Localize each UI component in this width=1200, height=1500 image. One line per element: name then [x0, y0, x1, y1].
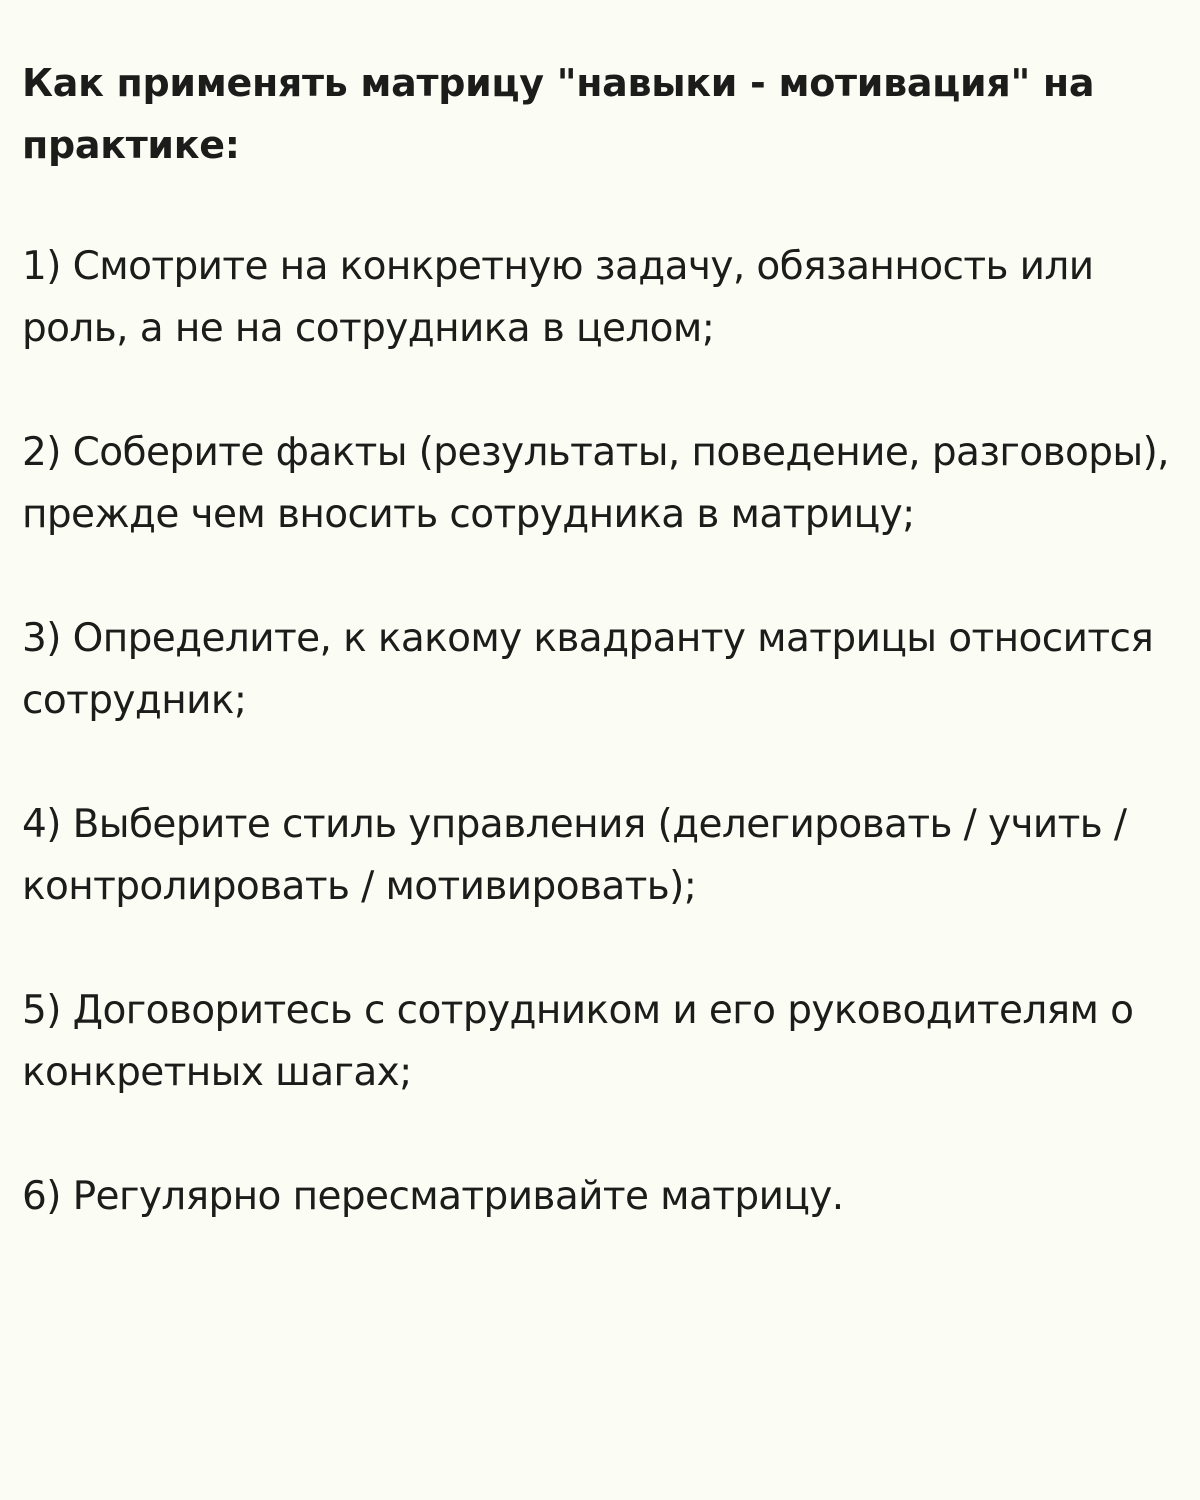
step-1: 1) Смотрите на конкретную задачу, обязанность или роль, а не на сотрудника в целом;	[22, 244, 1094, 351]
step-3: 3) Определите, к какому квадранту матрицы относится сотрудник;	[22, 616, 1154, 723]
step-5: 5) Договоритесь с сотрудником и его руководителям о конкретных шагах;	[22, 988, 1134, 1095]
step-6: 6) Регулярно пересматривайте матрицу.	[22, 1174, 844, 1219]
step-4: 4) Выберите стиль управления (делегировать / учить / контролировать / мотивировать);	[22, 802, 1127, 909]
steps-list	[22, 236, 1178, 1228]
page-title: Как применять матрицу "навыки - мотивация" на практике:	[22, 61, 1095, 167]
step-2: 2) Соберите факты (результаты, поведение, разговоры), прежде чем вносить сотрудника в матрицу;	[22, 430, 1169, 537]
